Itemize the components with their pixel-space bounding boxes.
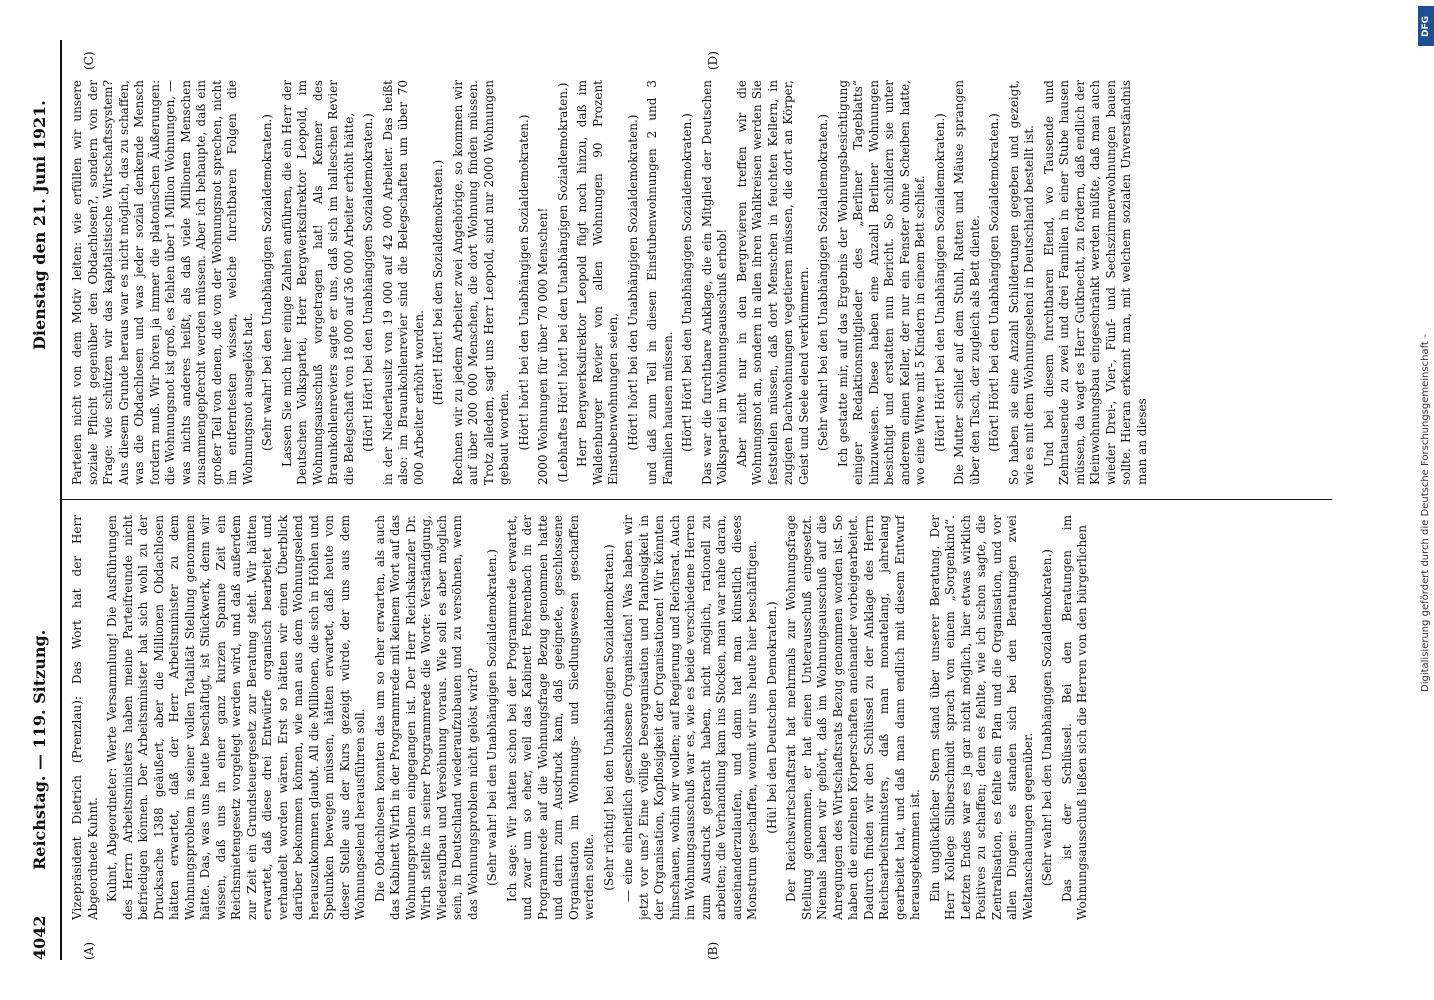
right-column [70,80,1330,485]
watermark-text: Digitalisierung gefördert durch die Deutsche Forschungsgemeinschaft - [1420,334,1431,692]
paragraph: Ich sage: Wir hatten schon bei der Programmrede erwartet, und zwar um so eher, weil das Kabinett Fehrenbach in der Programmrede auf die Wohnungsfrage Bezug genommen hatte und darin zum Ausdruck kam, daß geeignete, geschlossene Organisation im Wohnungs- und Siedlungswesen geschaffen werden sollte. [504,515,596,920]
paragraph: Die Mutter schlief auf dem Stuhl, Ratten und Mäuse sprangen über den Tisch, der zugleich als Bett diente. [952,80,982,485]
margin-marker-a: (A) [82,941,96,960]
paragraph: und daß zum Teil in diesen Einstubenwohnungen 2 und 3 Familien hausen müssen. [645,80,675,485]
interjection: (Lebhaftes Hört! hört! bei den Unabhängigen Sozialdemokraten.) [555,82,570,483]
paragraph: Die Obdachlosen konnten das um so eher erwarten, als auch das Kabinett Wirth in der Programmrede mit keinem Wort auf das Wohnungsproblem eingegangen ist. Der Herr Reichskanzler Dr. Wirth stellte in seiner Programmrede die Worte: Verständigung, Wiederaufbau und Versöhnung voraus. Wie soll es aber möglich sein, in Deutschland wiederaufzubauen und zu versöhnen, wenn das Wohnungsproblem nicht gelöst wird? [372,515,480,920]
interjection: (Hört! Hört! bei den Unabhängigen Sozialdemokraten.) [932,113,947,452]
paragraph: Herr Bergwerksdirektor Leopold fügt noch hinzu, daß im Waldenburger Revier von allen Wohnungen 90 Prozent Einstubenwohnungen seien, [575,80,620,485]
interjection: (Sehr wahr! bei den Unabhängigen Sozialdemokraten.) [1040,549,1054,887]
left-column [70,515,1330,920]
paragraph: Aber nicht nur in den Bergrevieren treffen wir die Wohnungsnot an, sondern in allen ihren Wahlkreisen werden Sie feststellen müssen, daß dort Menschen in feuchten Kellern, in zugigen Dachwohnungen vegetieren müssen, die dort an Körper, Geist und Seele elend verkümmern. [734,80,811,485]
page-number: 4042 [30,915,49,960]
margin-marker-d: (D) [706,51,720,70]
paragraph: Der Reichswirtschaftsrat hat mehrmals zur Wohnungsfrage Stellung genommen, er hat einen Unterausschuß eingesetzt. Niemals haben wir gehört, daß im Wohnungsausschuß auf die Anregungen des Wirtschaftsrats Bezug genommen worden ist. So haben die einzelnen Körperschaften aneinander vorbeigearbeitet. Dadurch finden wir den Schlüssel zu der Anklage des Herrn Reichsarbeitsministers, daß man monatelang, jahrelang gearbeitet hat, und daß man dann endlich mit diesem Entwurf herausgekommen ist. [784,515,922,920]
header-rule [60,40,62,960]
interjection: (Hört! hört! bei den Unabhängigen Sozialdemokraten.) [516,114,531,451]
paragraph: Kuhnt, Abgeordneter: Werte Versammlung! Die Ausführungen des Herrn Arbeitsministers haben meine Parteifreunde nicht befriedigen können. Der Arbeitsminister hat sich wohl zu der Drucksache 1388 geäußert, aber die Millionen Obdachlosen hätten erwartet, daß der Herr Arbeitsminister zu dem Wohnungsproblem in seiner vollen Totalität Stellung genommen hätte. Das, was uns heute beschäftigt, ist Stückwerk, denn wir wissen, daß uns in einer ganz kurzen Spanne Zeit ein Reichsmietengesetz vorgelegt werden wird, und daß außerdem zur Zeit ein Grundsteuergesetz zur Beratung steht. Wir hätten erwartet, daß diese drei Entwürfe organisch bearbeitet und verhandelt worden wären. Erst so hätten wir einen Überblick darüber bekommen können, wie man aus dem Wohnungselend herauszukommen glaubt. All die Millionen, die sich in Höhlen und Spelunken bewegen müssen, hätten erwartet, daß heute von dieser Stelle aus der Kurs gezeigt würde, der uns aus dem Wohnungselend herausführen soll. [105,515,367,920]
paragraph: Rechnen wir zu jedem Arbeiter zwei Angehörige, so kommen wir auf über 200 000 Menschen, die dort Wohnung finden müssen. Trotz alledem, sagt uns Herr Leopold, sind nur 2000 Wohnungen gebaut worden. [450,80,511,485]
paragraph: Das ist der Schlüssel. Bei den Beratungen im Wohnungsausschuß ließen sich die Herren von den bürgerlichen [1059,515,1089,920]
interjection: (Hört! Hört! bei den Sozialdemokraten.) [431,159,445,406]
dfg-logo: DFG [1418,6,1434,46]
paragraph: Das war die furchtbare Anklage, die ein Mitglied der Deutschen Volkspartei im Wohnungsausschuß erhob! [699,80,729,485]
interjection: (Sehr wahr! bei den Unabhängigen Sozialdemokraten.) [260,114,274,452]
interjection: (Hört! Hört! bei den Unabhängigen Sozialdemokraten.) [361,113,375,452]
header-date: Dienstag den 21. Juni 1921. [30,100,49,350]
paragraph: Ein unglücklicher Stern stand über unserer Beratung. Der Herr Kollege Silberschmidt sprach von einem „Sorgenkind“. Letzten Endes war es ja gar nicht möglich, hier etwas wirklich Positives zu schaffen; denn es fehlte, wie ich schon sagte, die Zentralisation, es fehlte ein Plan und die Organisation, und vor allen Dingen: es standen sich bei den Beratungen zwei Weltanschauungen gegenüber. [927,515,1035,920]
margin-marker-c: (C) [82,51,96,70]
column-divider [62,499,1332,500]
header-left-title: Reichstag. — 119. Sitzung. [30,629,49,870]
paragraph: Und bei diesem furchtbaren Elend, wo Tausende und Zehntausende zu zwei und drei Familien in einer Stube hausen müssen, da wagt es Herr Gutknecht, zu fordern, daß endlich der Kleinwohnungsbau eingeschränkt werden müßte, daß man auch wieder Drei-, Vier-, Fünf- und Sechszimmerwohnungen bauen sollte. Hieran erkennt man, mit welchem sozialen Unverständnis man an dieses [1041,80,1149,485]
margin-marker-b: (B) [706,941,720,960]
interjection: (Hü! bei den Deutschen Demokraten.) [764,601,779,834]
paragraph: So haben sie eine Anzahl Schilderungen gegeben und gezeigt, wie es mit dem Wohnungselend in Deutschland bestellt ist. [1006,80,1036,485]
paragraph: 2000 Wohnungen für über 70 000 Menschen! [536,207,550,485]
paragraph: Lassen Sie mich hier einige Zahlen anführen, die ein Herr der Deutschen Volkspartei, Herr Bergwerksdirektor Leopold, im Wohnungsausschuß vorgetragen hat! Als Kenner des Braunkohlenreviers sagte er uns, daß sich im halleschen Revier die Belegschaft von 18 000 auf 36 000 Arbeiter erhöht hätte, [279,80,356,485]
interjection: (Hört! Hört! bei den Unabhängigen Sozialdemokraten.) [987,113,1001,452]
interjection: (Sehr wahr! bei den Unabhängigen Sozialdemokraten.) [485,549,499,887]
paragraph: Vizepräsident Dietrich (Prenzlau): Das Wort hat der Herr Abgeordnete Kuhnt. [70,515,100,920]
interjection: (Hört! Hört! bei den Unabhängigen Sozialdemokraten.) [680,113,694,452]
paragraph: Parteien nicht von dem Motiv leiten: wie erfüllen wir unsere soziale Pflicht gegenüber den Obdachlosen?, sondern von der Frage: wie schützen wir das kapitalistische Wirtschaftssystem? Aus diesem Grunde heraus war es nicht möglich, das zu schaffen, was die Obdachlosen und was jeder sozial denkende Mensch fordern muß. Wir hören ja immer die platonischen Äußerungen: die Wohnungsnot ist groß, es fehlen über 1 Million Wohnungen, — was nichts anderes heißt, als daß viele Millionen Menschen zusammengepfercht werden müssen. Aber ich behaupte, daß ein großer Teil von denen, die von der Wohnungsnot sprechen, nicht im entferntesten wissen, welche furchtbaren Folgen die Wohnungsnot ausgelöst hat. [70,80,255,485]
page-header [30,40,54,960]
interjection: (Hört! hört! bei den Unabhängigen Sozialdemokraten.) [625,114,640,451]
interjection: (Sehr wahr! bei den Unabhängigen Sozialdemokraten.) [816,114,830,452]
paragraph: in der Niederlausitz von 19 000 auf 42 000 Arbeiter. Das heißt also: im Braunkohlenrevier sind die Belegschaften um über 70 000 Arbeiter erhöht worden. [380,80,426,485]
interjection: (Sehr richtig! bei den Unabhängigen Sozialdemokraten.) [601,544,616,891]
paragraph: — eine einheitlich geschlossene Organisation! Was haben wir jetzt vor uns? Eine völlige Desorganisation und Planlosigkeit in der Organisation, Kopflosigkeit der Organisationen! Wir könnten hinschauen, wohin wir wollen; auf Regierung und Reichsrat. Auch im Wohnungsausschuß war es, wie es beide verschiedene Herren zum Ausdruck gebracht haben, nicht möglich, rationell zu arbeiten; die Verhandlung kam ins Stocken, man war nahe daran, auseinanderzulaufen, und dann hat man künstlich dieses Monstrum geschaffen, womit wir uns heute hier beschäftigen. [621,515,759,920]
paragraph: Ich gestatte mir, auf das Ergebnis der Wohnungsbesichtigung einiger Redaktionsmitglieder des „Berliner Tageblatts“ hinzuweisen. Diese haben eine Anzahl Berliner Wohnungen besichtigt und erstatten nun Bericht. So schildern sie unter anderem einen Keller, der nur ein Fenster ohne Scheiben hatte, wo eine Witwe mit 5 Kindern in einem Bett schlief. [835,80,927,485]
digitization-watermark [1404,0,1434,1000]
